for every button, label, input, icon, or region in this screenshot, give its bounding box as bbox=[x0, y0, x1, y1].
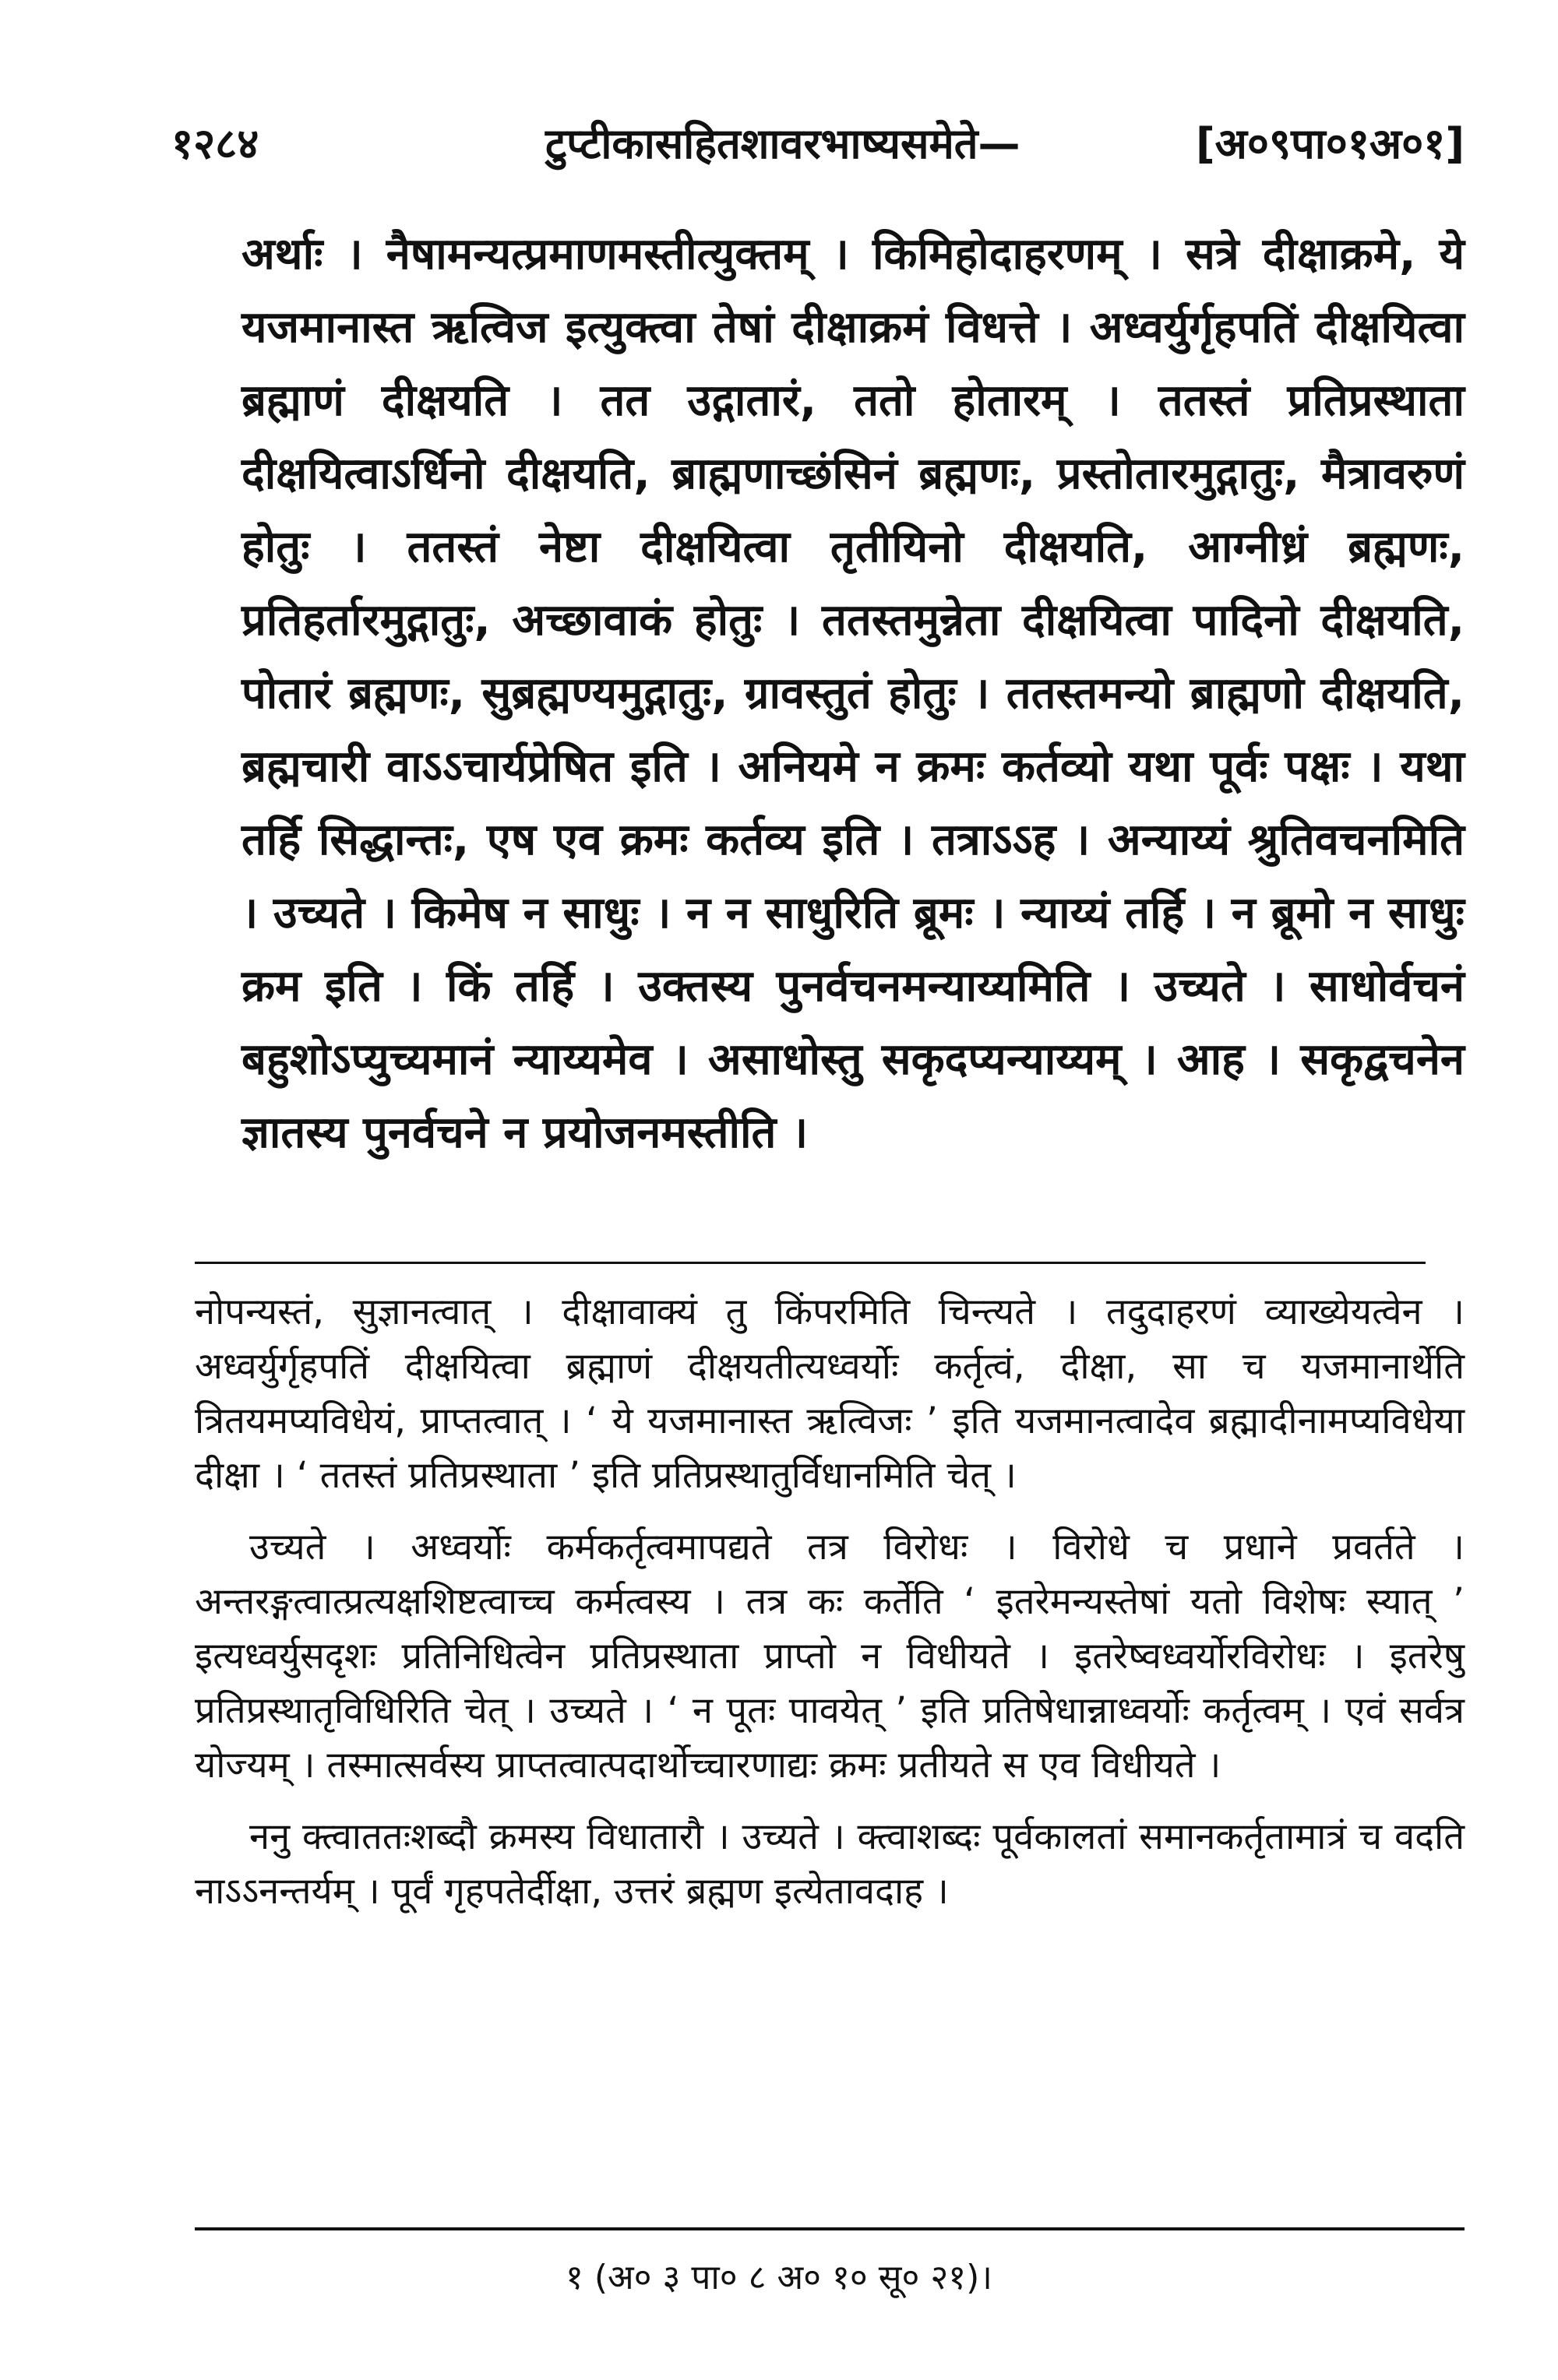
footnote-rule bbox=[195, 2227, 1465, 2230]
page-number: १२८४ bbox=[171, 119, 259, 168]
commentary-paragraph: ननु क्त्वाततःशब्दौ क्रमस्य विधातारौ । उच्यते । क्त्वाशब्दः पूर्वकालतां समानकर्तृतामात्रं च वदति नाऽऽनन्तर्यम् । पूर्वं गृहपतेर्दीक्षा, उत्तरं ब्रह्मण इत्येतावदाह । bbox=[195, 1815, 1465, 1913]
running-title: टुप्टीकासहितशावरभाष्यसमेते— bbox=[545, 119, 1020, 168]
commentary-paragraph: उच्यते । अध्वर्योः कर्मकर्तृत्वमापद्यते तत्र विरोधः । विरोधे च प्रधाने प्रवर्तते । अन्तरङ्गत्वात्प्रत्यक्षशिष्टत्वाच्च कर्मत्वस्य । तत्र कः कर्तेति ‘ इतरेमन्यस्तेषां यतो विशेषः स्यात् ’ इत्यध्वर्युसदृशः प्रतिनिधित्वेन प्रतिप्रस्थाता प्राप्तो न विधीयते । इतरेष्वध्वर्योरविरोधः । इतरेषु प्रतिप्रस्थातृविधिरिति चेत् । उच्यते । ‘ न पूतः पावयेत् ’ इति प्रतिषेधान्नाध्वर्योः कर्तृत्वम् । एवं सर्वत्र योज्यम् । तस्मात्सर्वस्य प्राप्तत्वात्पदार्थोच्चारणाद्यः क्रमः प्रतीयते स एव विधीयते । bbox=[195, 1526, 1465, 1787]
separator-rule bbox=[195, 1262, 1426, 1264]
commentary-block bbox=[195, 1285, 1465, 1936]
bhashya-paragraph: अर्थाः । नैषामन्यत्प्रमाणमस्तीत्युक्तम् । किमिहोदाहरणम् । सत्रे दीक्षाक्रमे, ये यजमानास्त ऋत्विज इत्युक्त्वा तेषां दीक्षाक्रमं विधत्ते । अध्वर्युर्गृहपतिं दीक्षयित्वा ब्रह्माणं दीक्षयति । तत उद्गातारं, ततो होतारम् । ततस्तं प्रतिप्रस्थाता दीक्षयित्वाऽर्धिनो दीक्षयति, ब्राह्मणाच्छंसिनं ब्रह्मणः, प्रस्तोतारमुद्गातुः, मैत्रावरुणं होतुः । ततस्तं नेष्टा दीक्षयित्वा तृतीयिनो दीक्षयति, आग्नीध्रं ब्रह्मणः, प्रतिहर्तारमुद्गातुः, अच्छावाकं होतुः । ततस्तमुन्नेता दीक्षयित्वा पादिनो दीक्षयति, पोतारं ब्रह्मणः, सुब्रह्मण्यमुद्गातुः, ग्रावस्तुतं होतुः । ततस्तमन्यो ब्राह्मणो दीक्षयति, ब्रह्मचारी वाऽऽचार्यप्रेषित इति । अनियमे न क्रमः कर्तव्यो यथा पूर्वः पक्षः । यथा तर्हि सिद्धान्तः, एष एव क्रमः कर्तव्य इति । तत्राऽऽह । अन्याय्यं श्रुतिवचनमिति । उच्यते । किमेष न साधुः । न न साधुरिति ब्रूमः । न्याय्यं तर्हि । न ब्रूमो न साधुः क्रम इति । किं तर्हि । उक्तस्य पुनर्वचनमन्याय्यमिति । उच्यते । साधोर्वचनं बहुशोऽप्युच्यमानं न्याय्यमेव । असाधोस्तु सकृदप्यन्याय्यम् । आह । सकृद्वचनेन ज्ञातस्य पुनर्वचने न प्रयोजनमस्तीति । bbox=[241, 229, 1465, 1158]
commentary-paragraph: नोपन्यस्तं, सुज्ञानत्वात् । दीक्षावाक्यं तु किंपरमिति चिन्त्यते । तदुदाहरणं व्याख्येयत्वेन । अध्वर्युर्गृहपतिं दीक्षयित्वा ब्रह्माणं दीक्षयतीत्यध्वर्योः कर्तृत्वं, दीक्षा, सा च यजमानार्थेति त्रितयमप्यविधेयं, प्राप्तत्वात् । ‘ ये यजमानास्त ऋत्विजः ’ इति यजमानत्वादेव ब्रह्मादीनामप्यविधेया दीक्षा । ‘ ततस्तं प्रतिप्रस्थाता ’ इति प्रतिप्रस्थातुर्विधानमिति चेत् । bbox=[195, 1290, 1465, 1497]
page-header bbox=[171, 109, 1465, 179]
main-text-block bbox=[241, 218, 1465, 1170]
section-reference: [अ०९पा०१अ०१] bbox=[1195, 119, 1465, 168]
footnote: १ (अ० ३ पा० ८ अ० १० सू० २१)। bbox=[566, 2258, 992, 2297]
